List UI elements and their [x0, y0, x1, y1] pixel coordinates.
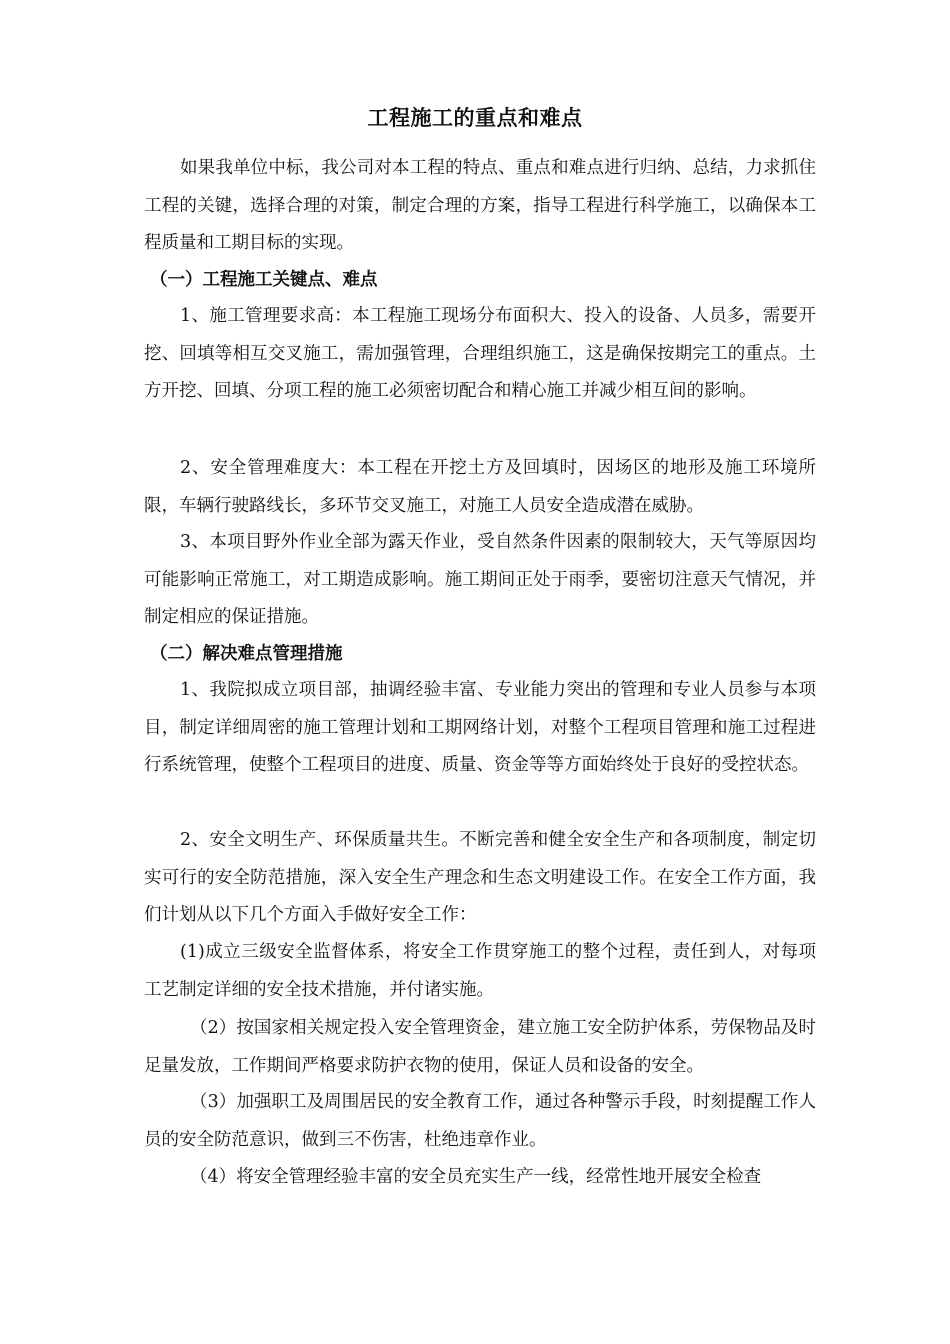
section1-item-3: 3、本项目野外作业全部为露天作业，受自然条件因素的限制较大，天气等原因均可能影响正常施工，对工期造成影响。施工期间正处于雨季，要密切注意天气情况，并制定相应的保证措施。 [144, 532, 816, 627]
section2-heading: （二）解决难点管理措施 [150, 644, 343, 664]
section2-subitem-1: (1)成立三级安全监督体系，将安全工作贯穿施工的整个过程，责任到人，对每项工艺制定详细的安全技术措施，并付诸实施。 [144, 942, 816, 1000]
section1-item-2: 2、安全管理难度大：本工程在开挖土方及回填时，因场区的地形及施工环境所限，车辆行驶路线长，多环节交叉施工，对施工人员安全造成潜在威胁。 [144, 458, 816, 516]
intro-paragraph: 如果我单位中标，我公司对本工程的特点、重点和难点进行归纳、总结，力求抓住工程的关键，选择合理的对策，制定合理的方案，指导工程进行科学施工，以确保本工程质量和工期目标的实现。 [144, 158, 816, 253]
section2-subitem-4: （4）将安全管理经验丰富的安全员充实生产一线，经常性地开展安全检查 [190, 1167, 762, 1187]
section1-heading: （一）工程施工关键点、难点 [150, 270, 378, 290]
section1-item-1: 1、施工管理要求高：本工程施工现场分布面积大、投入的设备、人员多，需要开挖、回填等相互交叉施工，需加强管理，合理组织施工，这是确保按期完工的重点。土方开挖、回填、分项工程的施工必须密切配合和精心施工并减少相互间的影响。 [144, 306, 816, 401]
section2-subitem-3: （3）加强职工及周围居民的安全教育工作，通过各种警示手段，时刻提醒工作人员的安全防范意识，做到三不伤害，杜绝违章作业。 [144, 1092, 816, 1150]
section2-subitem-2: （2）按国家相关规定投入安全管理资金，建立施工安全防护体系，劳保物品及时足量发放，工作期间严格要求防护衣物的使用，保证人员和设备的安全。 [144, 1018, 816, 1076]
section2-item-1: 1、我院拟成立项目部，抽调经验丰富、专业能力突出的管理和专业人员参与本项目，制定详细周密的施工管理计划和工期网络计划，对整个工程项目管理和施工过程进行系统管理，使整个工程项目的进度、质量、资金等等方面始终处于良好的受控状态。 [144, 680, 816, 775]
document-title: 工程施工的重点和难点 [367, 105, 583, 130]
section2-item-2: 2、安全文明生产、环保质量共生。不断完善和健全安全生产和各项制度，制定切实可行的安全防范措施，深入安全生产理念和生态文明建设工作。在安全工作方面，我们计划从以下几个方面入手做好安全工作： [144, 830, 816, 925]
